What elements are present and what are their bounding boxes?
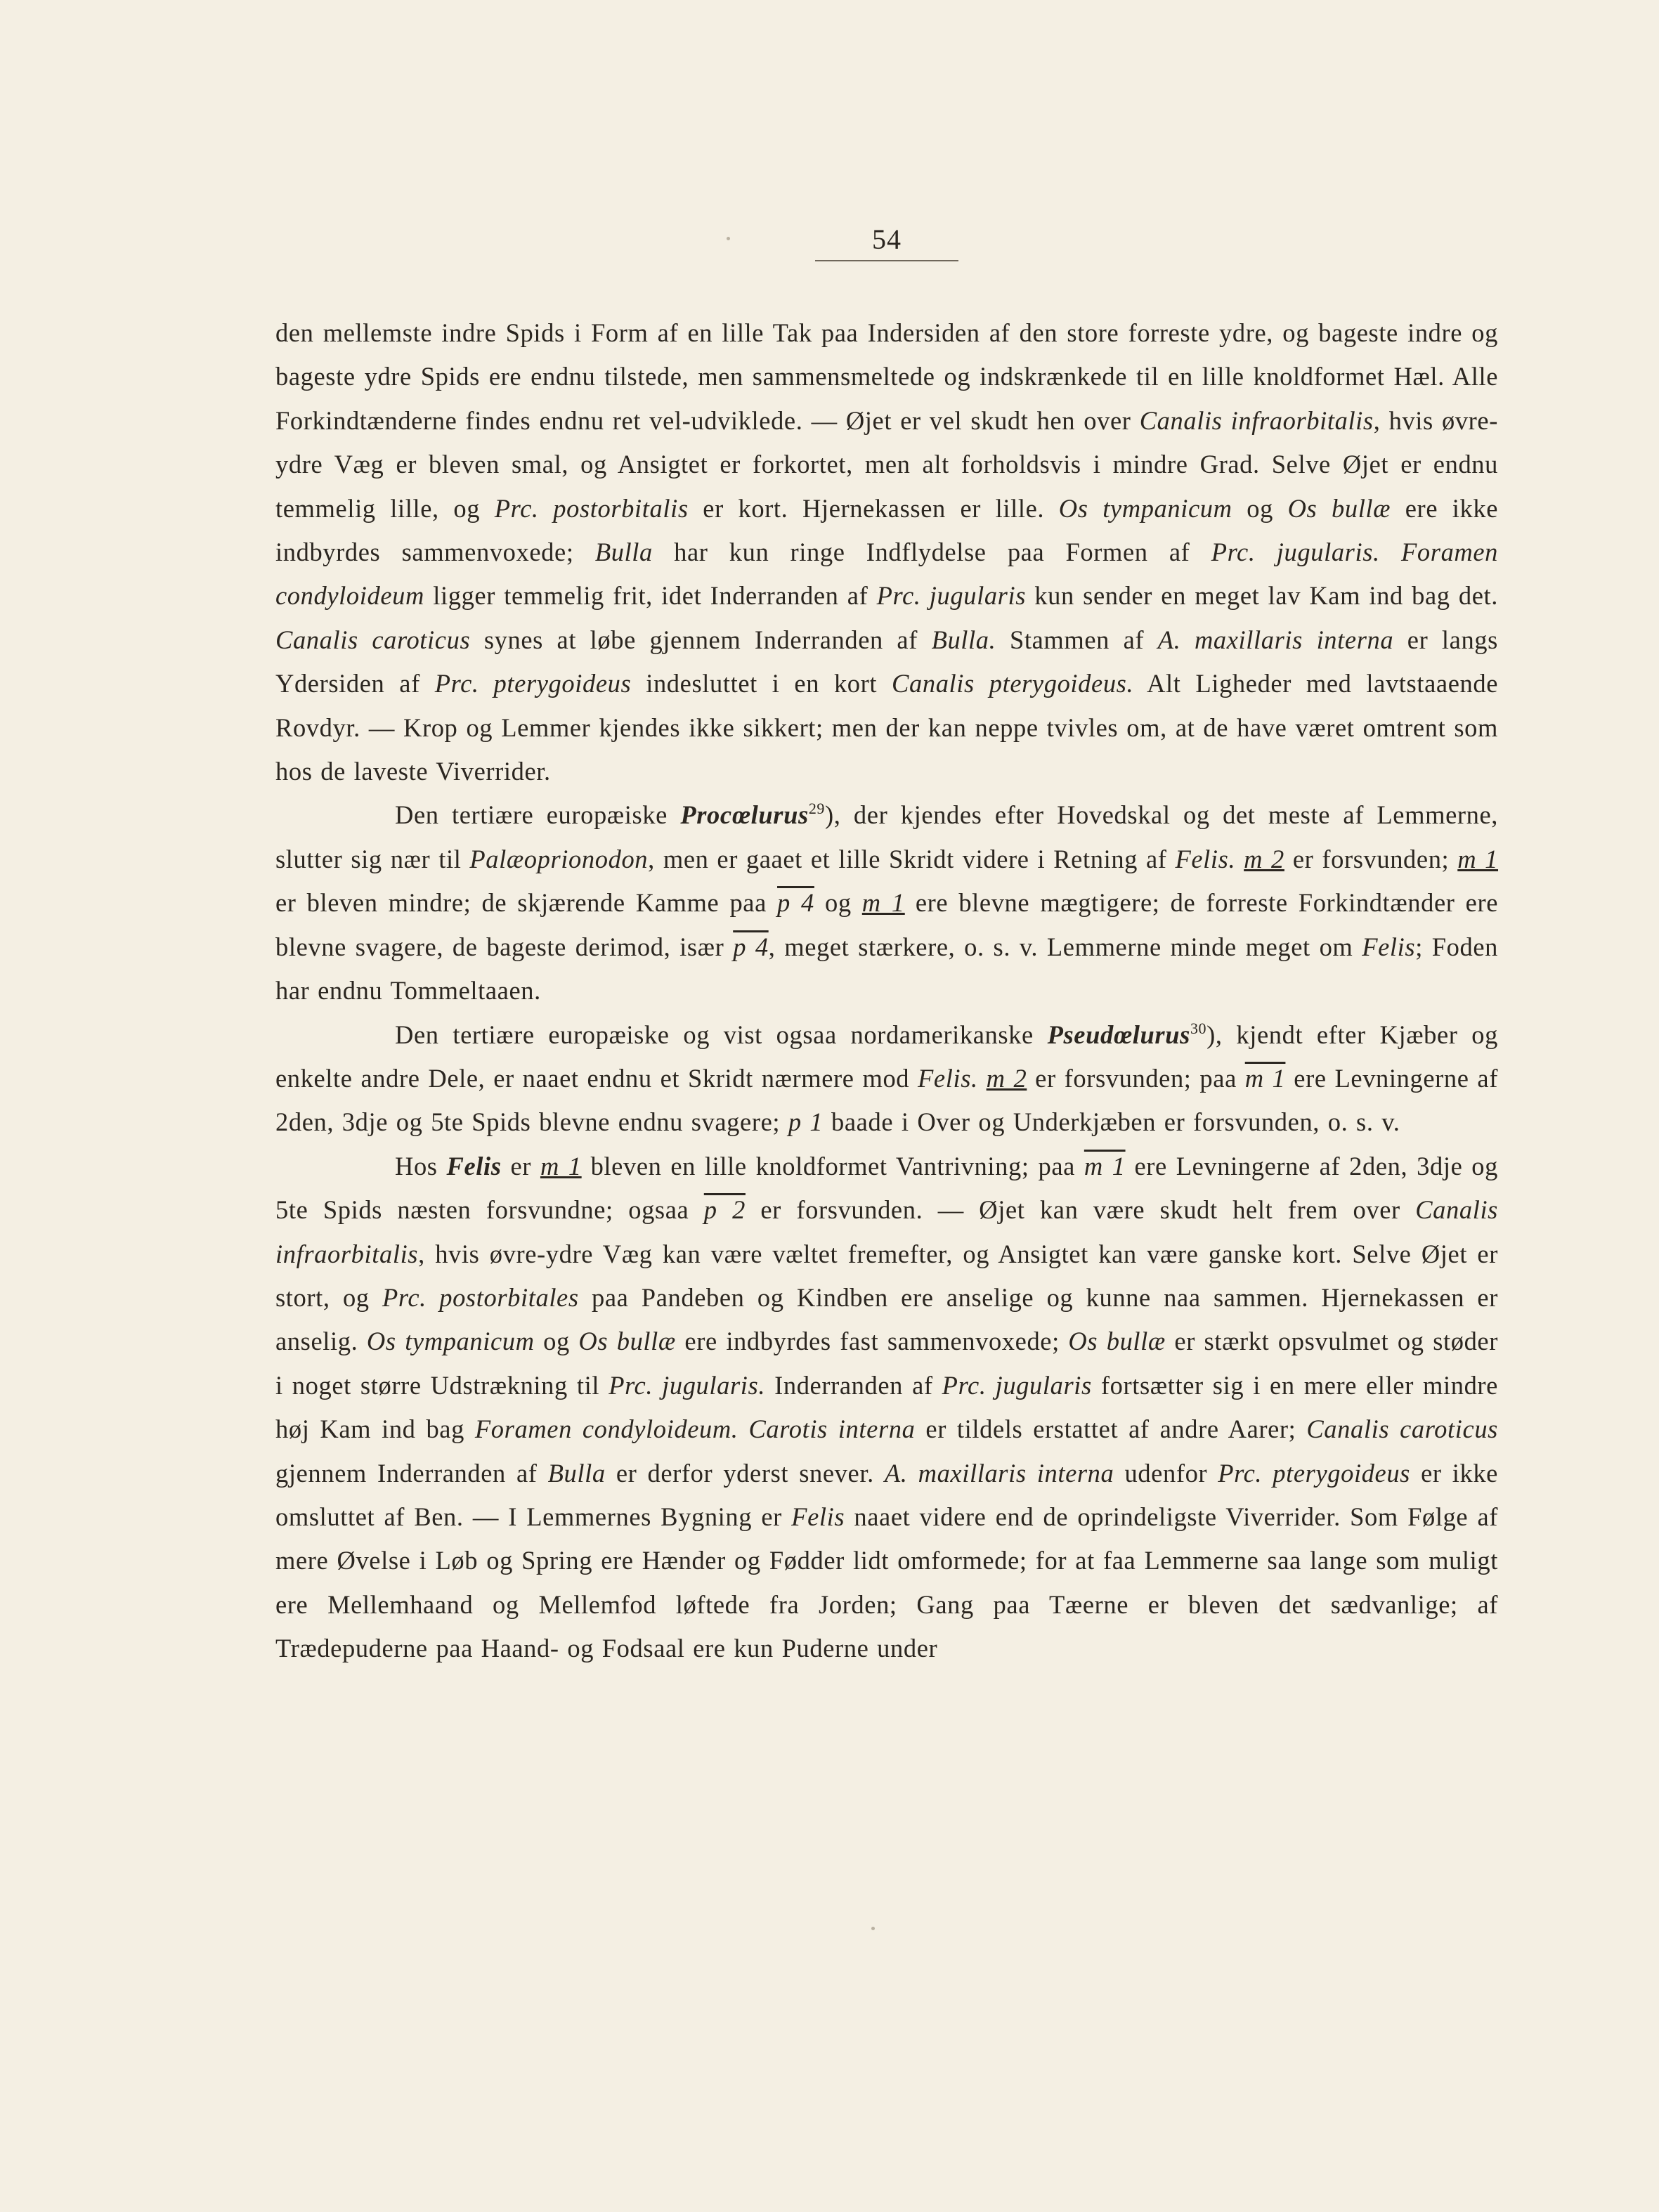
- text-run: udenfor: [1114, 1458, 1218, 1488]
- italic-term: Os tympanicum: [1058, 493, 1232, 523]
- tooth-notation: p 4: [733, 932, 769, 961]
- text-run: ), der kjendes efter Hovedskal og det meste af Lemmerne, slutter sig nær til: [275, 800, 1499, 873]
- text-run: er langs Ydersiden af: [275, 625, 1498, 698]
- text-run: naaet videre end de oprindeligste Viverrider. Som Følge af mere Øvelse i Løb og Spring ere Hænder og Fødder lidt omformede; for at faa Lemmerne saa lange som muligt ere Mellemhaand og Mellemfod løftede fra Jorden; Gang paa Tæerne er bleven det sædvanlige; af Trædepuderne paa Haand- og Fodsaal ere kun Puderne under: [275, 1502, 1499, 1663]
- text-run: , meget stærkere, o. s. v. Lemmerne minde meget om: [768, 932, 1362, 961]
- page-number: 54: [872, 223, 902, 255]
- text-run: [1235, 845, 1244, 873]
- text-run: , men er gaaet et lille Skridt videre i Retning af: [648, 844, 1176, 873]
- italic-term: Prc. pterygoideus: [434, 669, 632, 698]
- italic-term: Bulla: [594, 538, 653, 567]
- italic-term: A. maxillaris interna: [1157, 625, 1394, 654]
- italic-term: Carotis interna: [748, 1414, 916, 1444]
- text-run: og: [814, 888, 862, 918]
- text-run: bleven en lille knoldformet Vantrivning; paa: [581, 1151, 1084, 1180]
- italic-term: Felis: [1362, 932, 1416, 961]
- italic-term: Prc. jugularis: [942, 1370, 1092, 1400]
- text-run: ligger temmelig frit, idet Inderranden af: [424, 581, 877, 611]
- italic-term: Prc. jugularis: [876, 581, 1027, 611]
- text-run: er kort. Hjernekassen er lille.: [688, 493, 1059, 523]
- text-run: fortsætter sig i en mere eller mindre høj Kam ind bag: [275, 1370, 1498, 1444]
- italic-term: Os tympanicum: [366, 1327, 535, 1356]
- page-header: [815, 223, 958, 261]
- text-run: Stammen af: [996, 625, 1158, 654]
- italic-term: Os bullæ: [578, 1327, 676, 1356]
- text-run: er: [501, 1151, 540, 1180]
- text-run: har kun ringe Indflydelse paa Formen af: [652, 538, 1211, 567]
- footnote-ref: 30: [1190, 1019, 1207, 1037]
- paragraph-2: [275, 793, 1498, 1013]
- tooth-notation: p 4: [777, 888, 814, 918]
- italic-term: Os bullæ: [1287, 493, 1391, 523]
- italic-term: Palæoprionodon: [469, 844, 649, 873]
- italic-term: Prc. postorbitalis: [494, 493, 689, 523]
- tooth-notation: m 2: [1244, 844, 1284, 873]
- italic-term: A. maxillaris interna: [884, 1458, 1114, 1488]
- tooth-notation: m 1: [1084, 1151, 1126, 1180]
- text-run: er stærkt opsvulmet og støder i noget større Udstrækning til: [275, 1327, 1498, 1400]
- text-run: paa Pandeben og Kindben ere anselige og kunne naa sammen. Hjernekassen er anselig.: [275, 1282, 1498, 1356]
- paragraph-1: [275, 311, 1498, 793]
- italic-term: Felis.: [918, 1063, 978, 1093]
- text-run: er forsvunden;: [1284, 844, 1458, 873]
- paragraph-3: [275, 1013, 1498, 1145]
- tooth-notation: p 1: [788, 1107, 824, 1137]
- text-run: ere ikke indbyrdes sammenvoxede;: [275, 493, 1498, 567]
- body-text: [275, 311, 1498, 1671]
- text-run: ere blevne mægtigere; de forreste Forkindtænder ere blevne svagere, de bageste derimod, især: [275, 888, 1499, 961]
- text-run: kun sender en meget lav Kam ind bag det.: [1026, 581, 1499, 611]
- text-run: , hvis øvre-ydre Væg kan være væltet fremefter, og Ansigtet kan være ganske kort. Selve Øjet er stort, og: [275, 1239, 1498, 1312]
- italic-term: Prc. postorbitales: [382, 1282, 579, 1312]
- italic-term: Bulla.: [931, 625, 996, 654]
- genus-name: Felis: [446, 1151, 502, 1180]
- text-run: ; Foden har endnu Tommeltaaen.: [275, 932, 1498, 1006]
- tooth-notation: m 1: [1244, 1063, 1286, 1093]
- text-run: er ikke omsluttet af Ben. — I Lemmernes Bygning er: [275, 1458, 1498, 1531]
- text-run: Alt Ligheder med lavtstaaende Rovdyr. — Krop og Lemmer kjendes ikke sikkert; men der kan neppe tvivles om, at de have været omtrent som hos de laveste Viverrider.: [275, 669, 1498, 786]
- text-run: synes at løbe gjennem Inderranden af: [470, 625, 932, 654]
- text-run: Den tertiære europæiske og vist ogsaa nordamerikanske: [395, 1020, 1048, 1049]
- text-run: Inderranden af: [765, 1370, 942, 1400]
- italic-term: Bulla: [547, 1458, 606, 1488]
- paper-speck: [871, 1927, 875, 1930]
- tooth-notation: m 1: [861, 888, 905, 918]
- text-run: [978, 1064, 987, 1093]
- italic-term: Canalis caroticus: [1306, 1414, 1498, 1444]
- text-run: indesluttet i en kort: [631, 669, 892, 698]
- text-run: ere Levningerne af 2den, 3dje og 5te Spids næsten forsvundne; ogsaa: [275, 1151, 1498, 1225]
- text-run: , hvis øvre-ydre Væg er bleven smal, og Ansigtet er forkortet, men alt forholdsvis i mindre Grad. Selve Øjet er endnu temmelig lille, og: [275, 405, 1498, 523]
- italic-term: Prc. jugularis.: [1211, 538, 1380, 567]
- italic-term: Foramen condyloideum.: [474, 1414, 739, 1444]
- text-run: ere indbyrdes fast sammenvoxede;: [675, 1327, 1069, 1356]
- italic-term: Canalis infraorbitalis: [1139, 405, 1374, 435]
- tooth-notation: p 2: [703, 1195, 746, 1225]
- italic-term: Canalis pterygoideus.: [892, 669, 1134, 698]
- text-run: baade i Over og Underkjæben er forsvunden, o. s. v.: [823, 1107, 1400, 1137]
- italic-term: Prc. pterygoideus: [1218, 1458, 1410, 1488]
- text-run: er forsvunden; paa: [1027, 1063, 1245, 1093]
- footnote-ref: 29: [808, 800, 826, 818]
- tooth-notation: m 2: [986, 1063, 1027, 1093]
- text-run: ere Levningerne af 2den, 3dje og 5te Spids blevne endnu svagere;: [275, 1063, 1498, 1137]
- italic-term: Foramen condyloideum: [275, 538, 1499, 611]
- text-run: er tildels erstattet af andre Aarer;: [915, 1414, 1307, 1444]
- italic-term: Os bullæ: [1068, 1327, 1166, 1356]
- tooth-notation: m 1: [1457, 844, 1499, 873]
- text-run: gjennem Inderranden af: [275, 1458, 548, 1488]
- paper-speck: [727, 237, 730, 240]
- genus-name: Procœlurus: [680, 800, 809, 830]
- italic-term: Canalis infraorbitalis: [275, 1195, 1498, 1268]
- tooth-notation: m 1: [540, 1151, 582, 1180]
- text-run: og: [534, 1327, 579, 1356]
- italic-term: Felis: [791, 1502, 845, 1531]
- text-run: er derfor yderst snever.: [605, 1458, 885, 1488]
- genus-name: Pseudœlurus: [1047, 1020, 1190, 1049]
- text-run: [739, 1414, 749, 1443]
- paragraph-4: [275, 1145, 1498, 1671]
- text-run: ), kjendt efter Kjæber og enkelte andre Dele, er naaet endnu et Skridt nærmere mod: [275, 1020, 1498, 1093]
- text-run: og: [1232, 493, 1288, 523]
- text-run: Den tertiære europæiske: [395, 800, 681, 830]
- italic-term: Prc. jugularis.: [609, 1370, 766, 1400]
- text-run: er forsvunden. — Øjet kan være skudt helt frem over: [745, 1195, 1416, 1225]
- text-run: er bleven mindre; de skjærende Kamme paa: [275, 888, 778, 918]
- italic-term: Felis.: [1175, 844, 1236, 873]
- text-run: Hos: [395, 1151, 447, 1180]
- page-number-rule: [815, 260, 958, 261]
- italic-term: Canalis caroticus: [275, 625, 471, 654]
- text-run: den mellemste indre Spids i Form af en lille Tak paa Indersiden af den store forreste ydre, og bageste indre og bageste ydre Spids ere endnu tilstede, men sammensmeltede og indskrænkede til en lille knoldformet Hæl. Alle Forkindtænderne findes endnu ret vel-udviklede. — Øjet er vel skudt hen over: [275, 318, 1498, 435]
- text-run: [1380, 538, 1401, 566]
